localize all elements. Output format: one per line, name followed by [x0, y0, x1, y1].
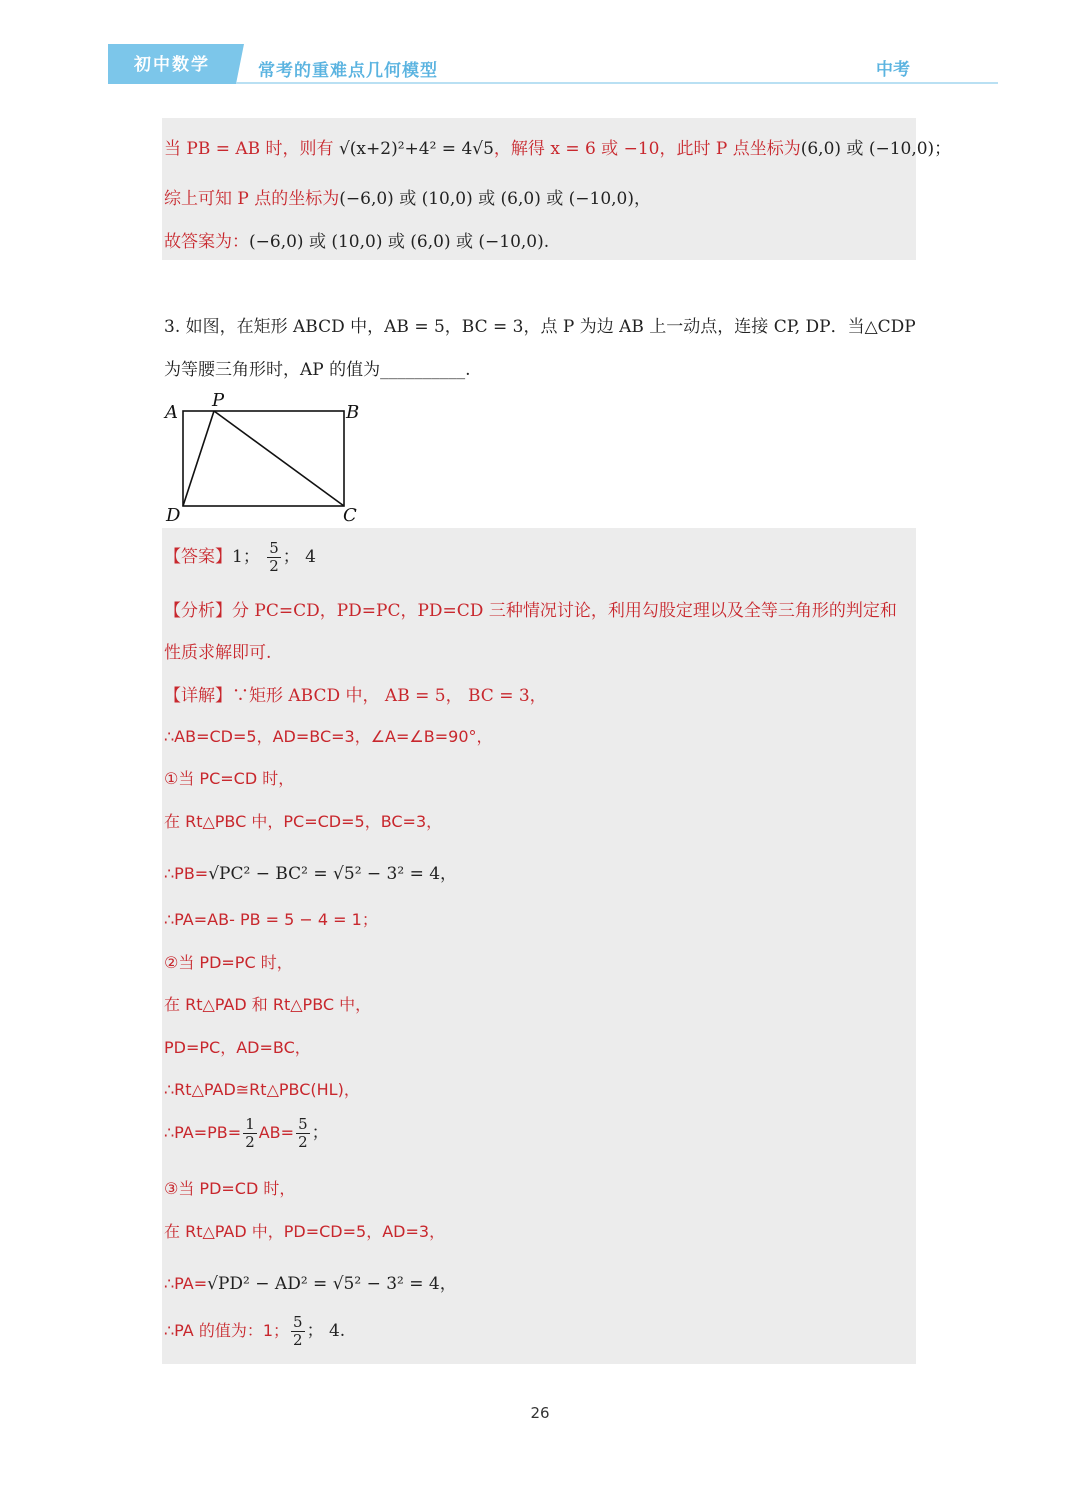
- segment-cp: [214, 411, 344, 506]
- label-c: C: [343, 505, 357, 526]
- label-a: A: [165, 402, 178, 423]
- step-5: ∴PA=AB- PB = 5 − 4 = 1；: [164, 910, 378, 929]
- fraction-one-half: $\frac{1}{2}$: [245, 1115, 255, 1151]
- fraction-five-halves: $\frac{5}{2}$: [298, 1115, 308, 1151]
- answer-fraction: $\frac{5}{2}$: [269, 539, 279, 575]
- step-9: ∴Rt△PAD≅Rt△PBC(HL)，: [164, 1080, 360, 1099]
- label-p: P: [212, 392, 225, 411]
- step-14: ∴PA 的值为：1； $\frac{5}{2}$ ； 4.: [164, 1313, 346, 1349]
- analysis-line-2: 性质求解即可.: [164, 643, 272, 663]
- rectangle-abcd: [183, 411, 344, 506]
- answer-line: 【答案】1； $\frac{5}{2}$ ； 4: [164, 539, 317, 575]
- prev-line-1: 当 PB = AB 时，则有 √(x+2)²+4² = 4√5，解得 x = 6 或 −10，此时 P 点坐标为(6,0) 或 (−10,0)；: [164, 139, 952, 159]
- analysis-line-1: 【分析】分 PC=CD，PD=PC，PD=CD 三种情况讨论，利用勾股定理以及全等三角形的判定和: [164, 601, 897, 621]
- step-13: ∴PA=√PD² − AD² = √5² − 3² = 4，: [164, 1274, 457, 1294]
- step-3: 在 Rt△PBC 中，PC=CD=5，BC=3，: [164, 812, 443, 831]
- prev-line-2: 综上可知 P 点的坐标为(−6,0) 或 (10,0) 或 (6,0) 或 (−10,0)，: [164, 189, 651, 209]
- detail-line-1: 【详解】∵矩形 ABCD 中， AB = 5， BC = 3，: [164, 686, 547, 706]
- step-4: ∴PB=√PC² − BC² = √5² − 3² = 4，: [164, 864, 458, 884]
- step-2: ①当 PC=CD 时，: [164, 769, 295, 788]
- prev-line-3: 故答案为：(−6,0) 或 (10,0) 或 (6,0) 或 (−10,0).: [164, 232, 550, 252]
- rectangle-figure: [160, 392, 370, 531]
- question-line-1: 3. 如图，在矩形 ABCD 中，AB = 5，BC = 3，点 P 为边 AB 上一动点，连接 CP, DP．当△CDP: [164, 317, 916, 337]
- label-b: B: [346, 402, 360, 423]
- step-11: ③当 PD=CD 时，: [164, 1179, 296, 1198]
- final-fraction: $\frac{5}{2}$: [293, 1313, 303, 1349]
- step-8: PD=PC，AD=BC，: [164, 1038, 311, 1057]
- header-divider: [236, 82, 998, 84]
- step-10: ∴PA=PB= $\frac{1}{2}$ AB= $\frac{5}{2}$ ；: [164, 1115, 329, 1151]
- header-subtitle: 常考的重难点几何模型: [258, 61, 438, 81]
- subject-tag: 初中数学: [108, 44, 236, 84]
- header-exam-tag: 中考: [876, 60, 910, 80]
- step-6: ②当 PD=PC 时，: [164, 953, 293, 972]
- label-d: D: [166, 505, 181, 526]
- page-header: [108, 44, 998, 84]
- step-1: ∴AB=CD=5，AD=BC=3，∠A=∠B=90°，: [164, 727, 493, 746]
- step-12: 在 Rt△PAD 中，PD=CD=5，AD=3，: [164, 1222, 446, 1241]
- page-number: 26: [530, 1404, 550, 1422]
- segment-dp: [183, 411, 214, 506]
- question-line-2: 为等腰三角形时，AP 的值为__________.: [164, 360, 471, 380]
- step-7: 在 Rt△PAD 和 Rt△PBC 中，: [164, 995, 372, 1014]
